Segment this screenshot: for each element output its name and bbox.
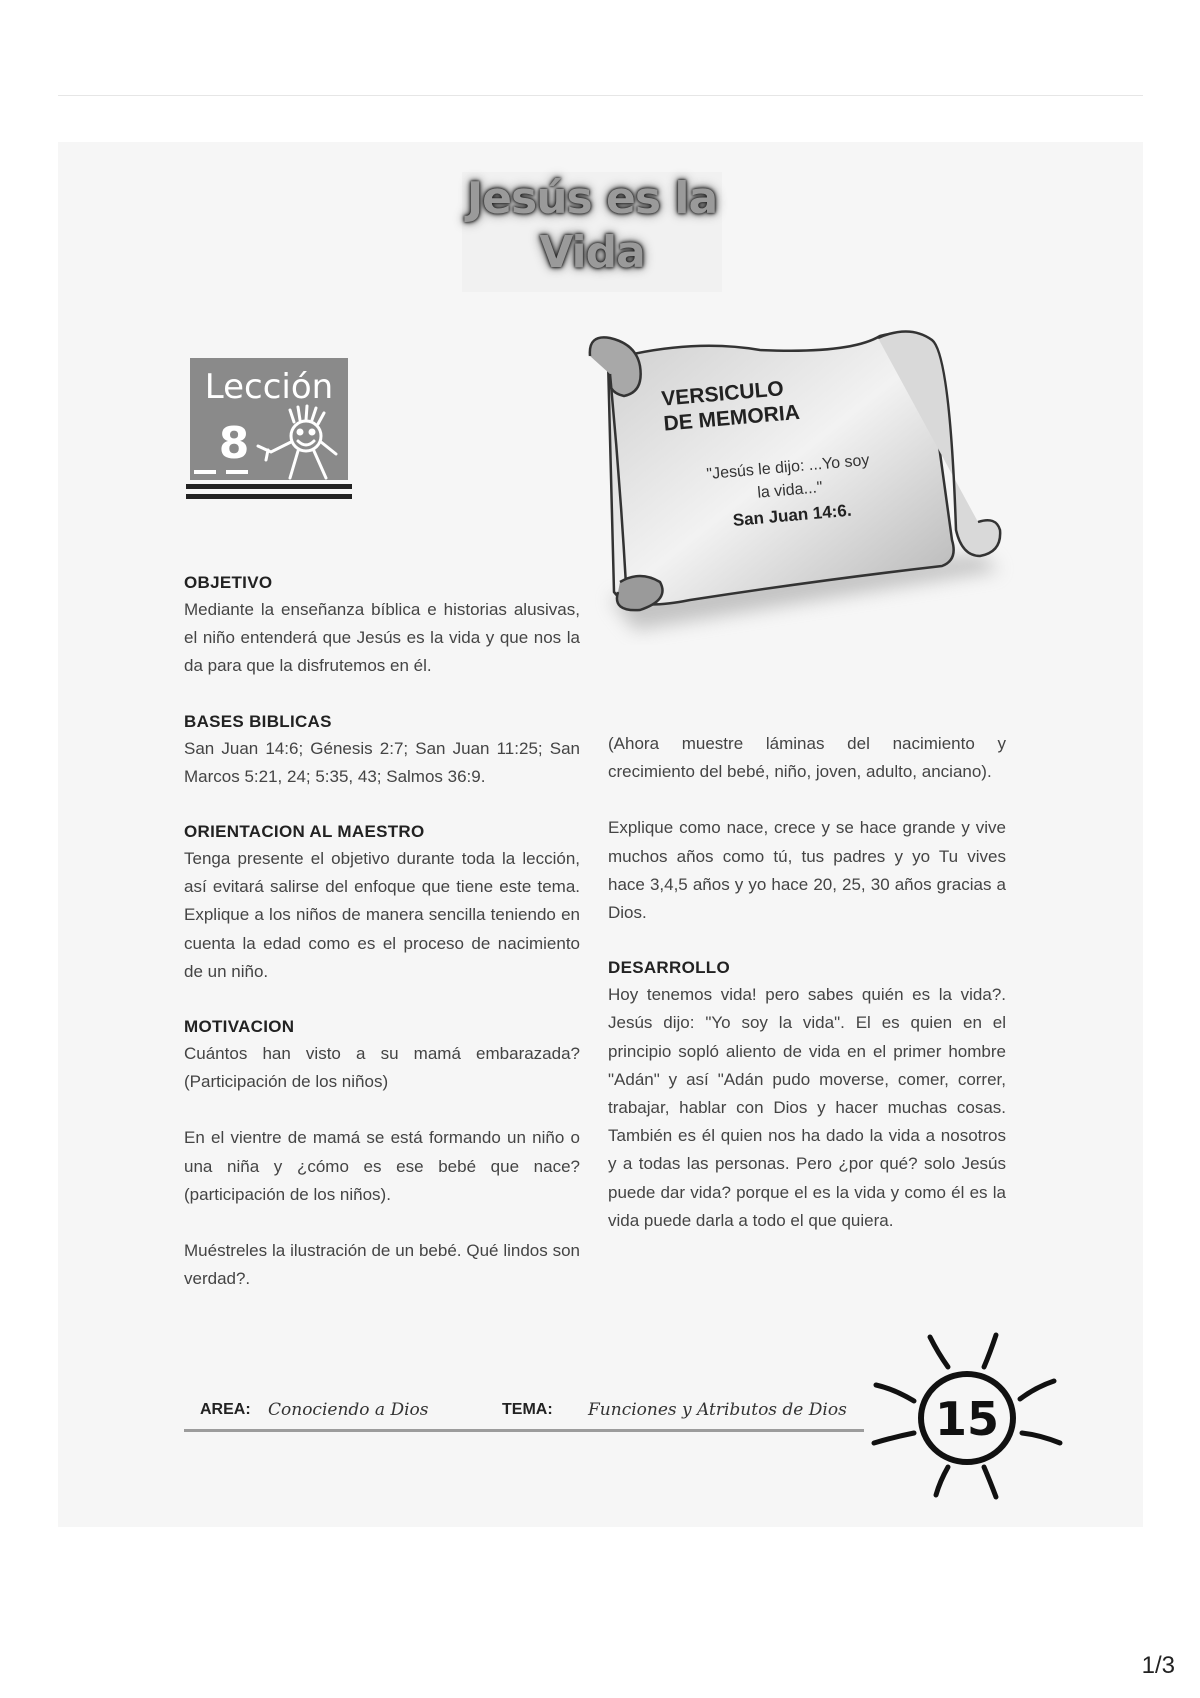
memory-verse-quote: "Jesús le dijo: ...Yo soy la vida..." [705, 451, 871, 502]
tema-label: TEMA: [502, 1401, 553, 1418]
area-label: AREA: [200, 1401, 251, 1418]
objetivo-text: Mediante la enseñanza bíblica e historias alusivas, el niño entenderá que Jesús es la vida y que nos la da para que la disfrutemos en él. [184, 600, 580, 676]
page-number-sun [868, 1325, 1068, 1515]
page-number: 15 [934, 1392, 1000, 1446]
bases-heading: BASES BIBLICAS [184, 711, 332, 731]
top-divider [58, 95, 1143, 96]
lesson-number: 8 [218, 418, 250, 469]
orientacion-heading: ORIENTACION AL MAESTRO [184, 822, 425, 842]
title-line-2: Vida [539, 227, 645, 278]
desarrollo-heading: DESARROLLO [608, 958, 730, 978]
lesson-title [462, 172, 722, 292]
motivacion-paragraph-2: En el vientre de mamá se está formando un niño o una niña y ¿cómo es ese bebé que nace? (participación de los niños). [184, 1128, 580, 1204]
right-paragraph-2: Explique como nace, crece y se hace grande y vive muchos años como tú, tus padres y yo Tu vives hace 3,4,5 años y yo hace 20, 25, 30 años gracias a Dios. [608, 818, 1006, 923]
footer-bar [184, 1395, 864, 1432]
memory-verse-heading: VERSICULO DE MEMORIA [660, 377, 801, 436]
motivacion-heading: MOTIVACION [184, 1017, 295, 1037]
memory-verse [650, 357, 926, 579]
left-column [184, 570, 580, 1293]
objetivo-heading: OBJETIVO [184, 573, 273, 592]
title-line-1: Jesús es la [466, 173, 718, 224]
bases-text: San Juan 14:6; Génesis 2:7; San Juan 11:25; San Marcos 5:21, 24; 5:35, 43; Salmos 36:9. [184, 738, 580, 786]
memory-verse-reference: San Juan 14:6. [732, 500, 853, 530]
page-indicator: 1/3 [1141, 1652, 1175, 1679]
area-value: Conociendo a Dios [268, 1400, 429, 1420]
right-column [608, 730, 1006, 1235]
lesson-badge [186, 358, 356, 506]
tema-value: Funciones y Atributos de Dios [588, 1400, 847, 1420]
motivacion-paragraph-3: Muéstreles la ilustración de un bebé. Qué lindos son verdad?. [184, 1241, 580, 1289]
right-paragraph-1: (Ahora muestre láminas del nacimiento y crecimiento del bebé, niño, joven, adulto, anciano). [608, 734, 1006, 782]
lesson-label: Lección [204, 367, 334, 407]
motivacion-paragraph-1: Cuántos han visto a su mamá embarazada? (Participación de los niños) [184, 1044, 580, 1092]
orientacion-text: Tenga presente el objetivo durante toda la lección, así evitará salirse del enfoque que tiene este tema. Explique a los niños de manera sencilla teniendo en cuenta la edad como es el proceso de nacimiento de un niño. [184, 849, 580, 981]
desarrollo-text: Hoy tenemos vida! pero sabes quién es la vida?. Jesús dijo: "Yo soy la vida". El es quien en el principio sopló aliento de vida en el primer hombre "Adán" y así "Adán pudo moverse, comer, correr, trabajar, hablar con Dios y hacer muchas cosas. También es él quien nos ha dado la vida a nosotros y a todas las personas. Pero ¿por qué? solo Jesús puede dar vida? porque el es la vida y como él es la vida puede darla a todo el que quiera. [608, 985, 1006, 1230]
